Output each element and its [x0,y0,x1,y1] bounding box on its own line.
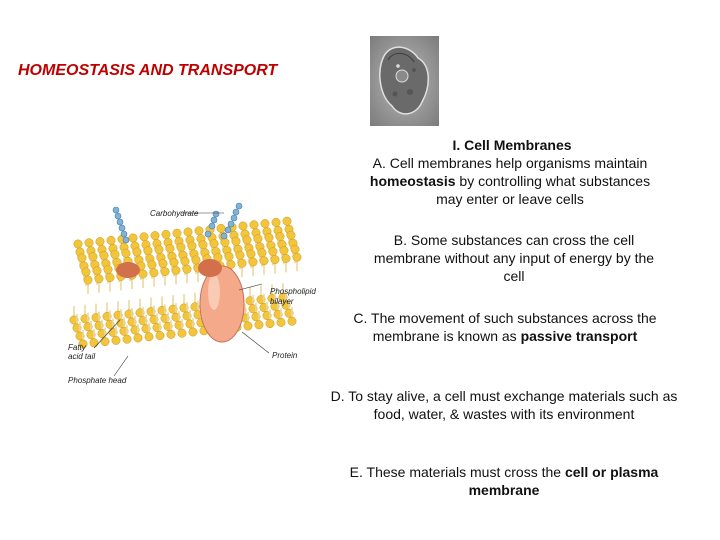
point-b: B. Some substances can cross the cell membrane without any input of energy by the cell [373,232,655,284]
cell-membrane-diagram [64,200,316,386]
transmembrane-protein [200,266,244,342]
amoeba-micrograph [370,36,439,126]
label-phosphate-head: Phosphate head [68,376,127,385]
point-c: C. The movement of such substances across the membrane is known as passive transport [353,310,657,344]
point-d: D. To stay alive, a cell must exchange materials such as food, water, & wastes with its environment [330,388,678,422]
label-carbohydrate: Carbohydrate [150,209,199,218]
point-e: E. These materials must cross the cell or plasma membrane [349,464,659,498]
label-fatty: Fatty [68,343,86,352]
label-bilayer: bilayer [270,297,294,306]
slide-title: HOMEOSTASIS AND TRANSPORT [18,62,278,79]
label-acid-tail: acid tail [68,352,96,361]
section-heading: I. Cell Membranes [452,137,572,153]
label-protein: Protein [272,351,298,360]
point-a: A. Cell membranes help organisms maintain homeostasis by controlling what substances may enter or leave cells [369,155,651,207]
label-phospholipid: Phospholipid [270,287,316,296]
